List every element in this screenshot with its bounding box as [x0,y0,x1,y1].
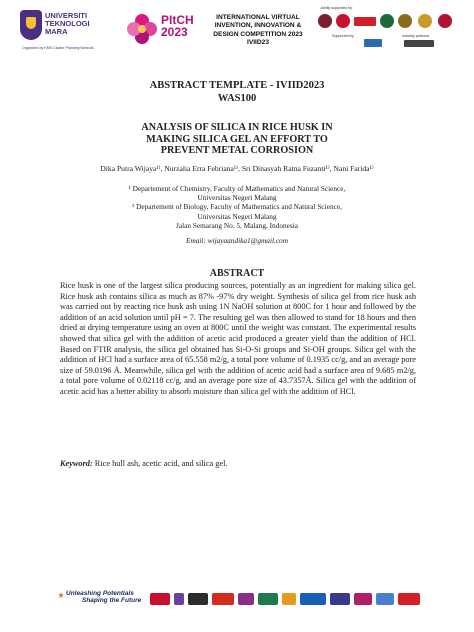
partner-logo-4 [380,14,394,28]
organizer-note: Organized by KMS Cluster Planning Network [22,46,94,50]
contact-email: Email: wijayaandika1@gmail.com [186,236,288,245]
abstract-code: WAS100 [217,93,257,104]
competition-title [202,14,314,48]
sponsor-footer [0,587,474,615]
sponsor-logo-8 [300,593,326,605]
competition-title-line-2: INVENTION, INNOVATION & [214,22,302,30]
uitm-logo [20,10,118,54]
partner-logo-5 [398,14,412,28]
keywords [60,459,416,470]
sponsor-logo-10 [354,593,372,605]
sponsor-logo-7 [282,593,296,605]
uitm-crest-icon [20,10,42,40]
sponsor-logo-2 [174,593,184,605]
affiliation-line: Universitas Negeri Malang [197,193,277,203]
uitm-name-line-1: UNIVERSITI [45,11,88,20]
paper-title: ANALYSIS OF SILICA IN RICE HUSK IN MAKING SILICA GEL AN EFFORT TO PREVENT METAL CORROSION [141,122,333,156]
sponsor-logo-3 [188,593,208,605]
keyword-label: Keyword: [60,459,93,468]
sponsor-logo-1 [150,593,170,605]
keyword-list: Rice hull ash, acetic acid, and silica gel. [92,459,228,468]
competition-title-line-3: DESIGN COMPETITION 2023 [213,30,303,38]
partner-logo-1 [318,14,332,28]
competition-title-line-4: IVIID23 [247,39,269,47]
abstract-text: Rice husk is one of the largest silica producing sources, potentially as an ingredient for making silica gel. Rice husk ash contains silica as much as 87% -97% dry weight. Synthesis of silica gel from rice husk ash was carried out by reacting rice husk ash using 1N NaOH solution at 800C for 1 hour and followed by the addition of an acid solution until pH = 7. The resulting gel was then allowed to stand for 18 hours and then dried at drying temperature using an oven at 800C until the weight was constant. The experimental results showed that silica gel with the addition of acetic acid produced a greater yield than the addition of HCl. Based on FTIR analysis, the silica gel obtained has Si-O-Si groups and Si-OH groups. Silica gel with the addition of HCl had a surface area of 65.558 m2/g, a total pore volume of 0.1935 cc/g, and an average pore size of 59.0196 Å. Meanwhile, silica gel with the addition of acetic acid had a surface area of 9.685 m2/g, a total pore volume of 0.02118 cc/g, and an average pore size of 43.7357Å. Silica gel with the addition of acetic acid has a better ability to absorb moisture than silica gel with the addition of HCl. [60,281,416,396]
partner-logo-2 [336,14,350,28]
slogan-line-2: Shaping the Future [82,597,142,604]
partner-logo-3 [354,17,376,26]
sponsor-logo-12 [398,593,420,605]
supported-by-label: Supported by: [332,34,355,38]
industry-partners-label: Industry partners: [402,34,430,38]
partner-logo-6 [418,14,432,28]
flower-icon [125,12,159,46]
uitm-name-line-3: MARA [45,27,68,36]
affiliation-line: Jalan Semarang No. 5, Malang, Indonesia [176,220,298,230]
uitm-name [45,12,90,36]
affiliation-line: ² Departement of Biology, Faculty of Mathematics and Natural Science, [132,202,342,212]
affiliation-line: Universitas Negeri Malang [197,211,277,221]
partner-logos [318,6,468,54]
uitm-name-line-2: TEKNOLOGI [45,19,90,28]
sponsor-logo-5 [238,593,254,605]
pitch-wordmark [161,14,194,38]
event-header [0,0,474,58]
affiliations [90,184,384,230]
sponsor-logo-4 [212,593,234,605]
footer-slogan [58,590,141,604]
supporter-logo [364,39,382,47]
slogan-line-1: Unleashing Potentials [66,590,134,597]
sponsor-logo-9 [330,593,350,605]
pitch-line-2: 2023 [161,25,188,39]
industry-partner-logo [404,40,434,47]
affiliation-line: ¹ Departement of Chemistry, Faculty of Mathematics and Natural Science, [128,184,346,193]
partner-logo-7 [438,14,452,28]
template-title: ABSTRACT TEMPLATE - IVIID2023 [149,80,325,91]
author-list: Dika Putra Wijaya¹⁾, Nurzalia Erra Febriana¹⁾, Sri Dinasyah Ratna Fuzanti¹⁾, Nani Farida¹⁾ [100,164,374,173]
jointly-supported-label: Jointly supported by: [320,6,353,10]
competition-title-line-1: INTERNATIONAL VIRTUAL [216,14,300,21]
abstract-heading: ABSTRACT [209,268,265,279]
sponsor-logo-11 [376,593,394,605]
pitch-line-1: PItCH [161,13,194,27]
pitch-2023-logo [125,8,195,54]
sponsor-logo-6 [258,593,278,605]
